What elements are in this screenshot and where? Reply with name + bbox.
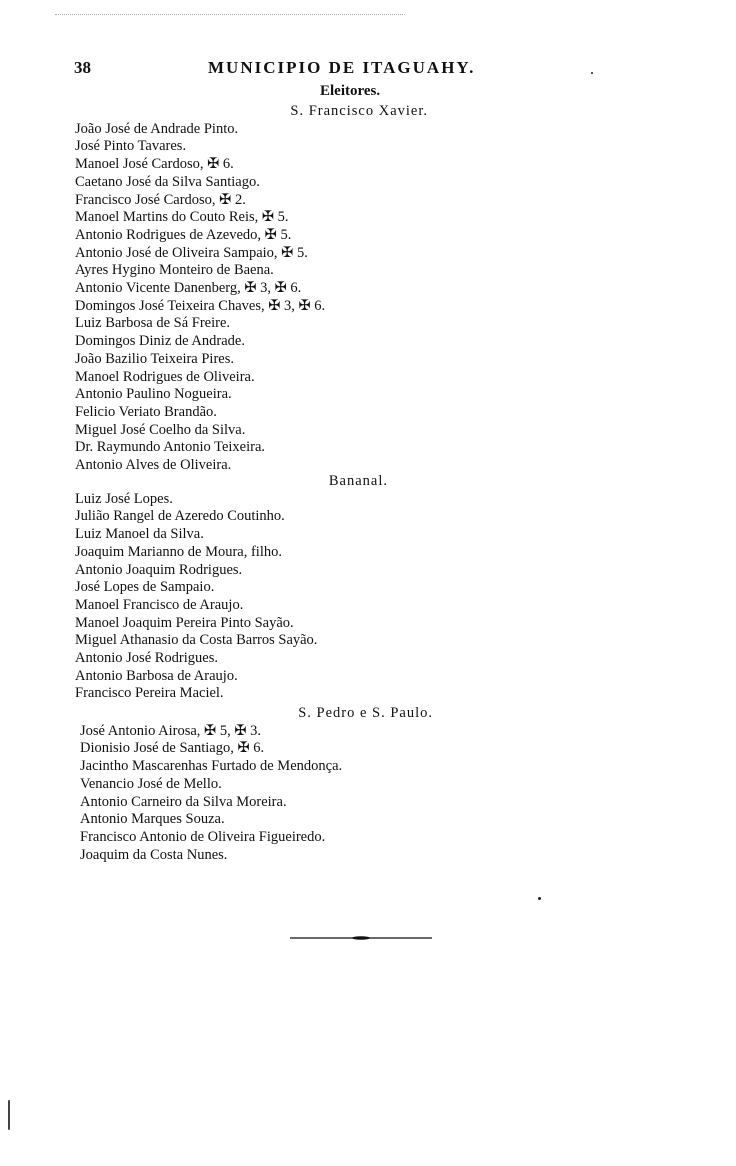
section-heading: Eleitores. [320,83,381,99]
elector-entry: Caetano José da Silva Santiago. [75,173,260,190]
district-block-s-pedro-e-s-paulo [80,705,433,864]
elector-entry: Antonio Barbosa de Araujo. [75,667,238,684]
elector-entry: Jacintho Mascarenhas Furtado de Mendonça. [80,758,343,775]
elector-entry: Antonio Alves de Oliveira. [75,457,232,474]
elector-entry: Francisco José Cardoso, ✠ 2. [75,191,246,208]
elector-entry: João Bazilio Teixeira Pires. [75,350,234,367]
district-name: S. Pedro e S. Paulo. [298,705,433,721]
elector-entry: Felicio Veriato Brandão. [75,403,217,420]
elector-entry: Domingos Diniz de Andrade. [75,333,245,350]
elector-entry: Antonio Carneiro da Silva Moreira. [80,793,287,810]
elector-entry: Miguel José Coelho da Silva. [75,421,246,438]
elector-entry: Manoel Joaquim Pereira Pinto Sayão. [75,614,294,631]
page-number: 38 [74,58,91,77]
elector-entry: Julião Rangel de Azeredo Coutinho. [75,508,285,525]
elector-entry: Dionisio José de Santiago, ✠ 6. [80,740,265,757]
elector-list [80,723,433,865]
elector-entry: Manoel José Cardoso, ✠ 6. [75,156,234,173]
elector-entry: Luiz Manoel da Silva. [75,526,204,543]
elector-entry: Antonio Rodrigues de Azevedo, ✠ 5. [75,226,292,243]
elector-entry: Joaquim da Costa Nunes. [80,846,228,863]
ink-speck [538,897,541,900]
elector-entry: José Antonio Airosa, ✠ 5, ✠ 3. [80,722,261,739]
end-ornament [290,936,432,940]
print-noise [55,14,405,19]
elector-entry: Antonio Joaquim Rodrigues. [75,561,243,578]
ink-speck [591,72,593,74]
running-title: MUNICIPIO DE ITAGUAHY. [208,58,476,77]
elector-entry: Antonio Marques Souza. [80,811,225,828]
district-block-bananal [75,473,388,703]
elector-entry: João José de Andrade Pinto. [75,120,239,137]
elector-entry: Luiz Barbosa de Sá Freire. [75,315,231,332]
elector-entry: Manoel Martins do Couto Reis, ✠ 5. [75,209,289,226]
elector-list [75,121,428,475]
district-name: S. Francisco Xavier. [290,103,428,119]
elector-entry: Francisco Antonio de Oliveira Figueiredo. [80,828,326,845]
elector-entry: Ayres Hygino Monteiro de Baena. [75,262,274,279]
district-name: Bananal. [328,473,388,489]
elector-entry: Antonio José Rodrigues. [75,650,218,667]
elector-entry: Luiz José Lopes. [75,490,173,507]
elector-entry: Manoel Rodrigues de Oliveira. [75,368,255,385]
elector-entry: José Pinto Tavares. [75,138,187,155]
elector-entry: Antonio José de Oliveira Sampaio, ✠ 5. [75,244,308,261]
elector-entry: Miguel Athanasio da Costa Barros Sayão. [75,632,318,649]
elector-entry: Antonio Paulino Nogueira. [75,386,232,403]
elector-entry: Venancio José de Mello. [80,775,222,792]
district-block-s-francisco-xavier [75,103,428,475]
elector-entry: Antonio Vicente Danenberg, ✠ 3, ✠ 6. [75,280,302,297]
ink-mark [8,1100,10,1130]
elector-entry: Francisco Pereira Maciel. [75,685,224,702]
elector-entry: Domingos José Teixeira Chaves, ✠ 3, ✠ 6. [75,297,326,314]
elector-entry: Dr. Raymundo Antonio Teixeira. [75,439,266,456]
elector-entry: José Lopes de Sampaio. [75,579,215,596]
elector-entry: Joaquim Marianno de Moura, filho. [75,543,282,560]
elector-entry: Manoel Francisco de Araujo. [75,596,244,613]
elector-list [75,491,388,703]
